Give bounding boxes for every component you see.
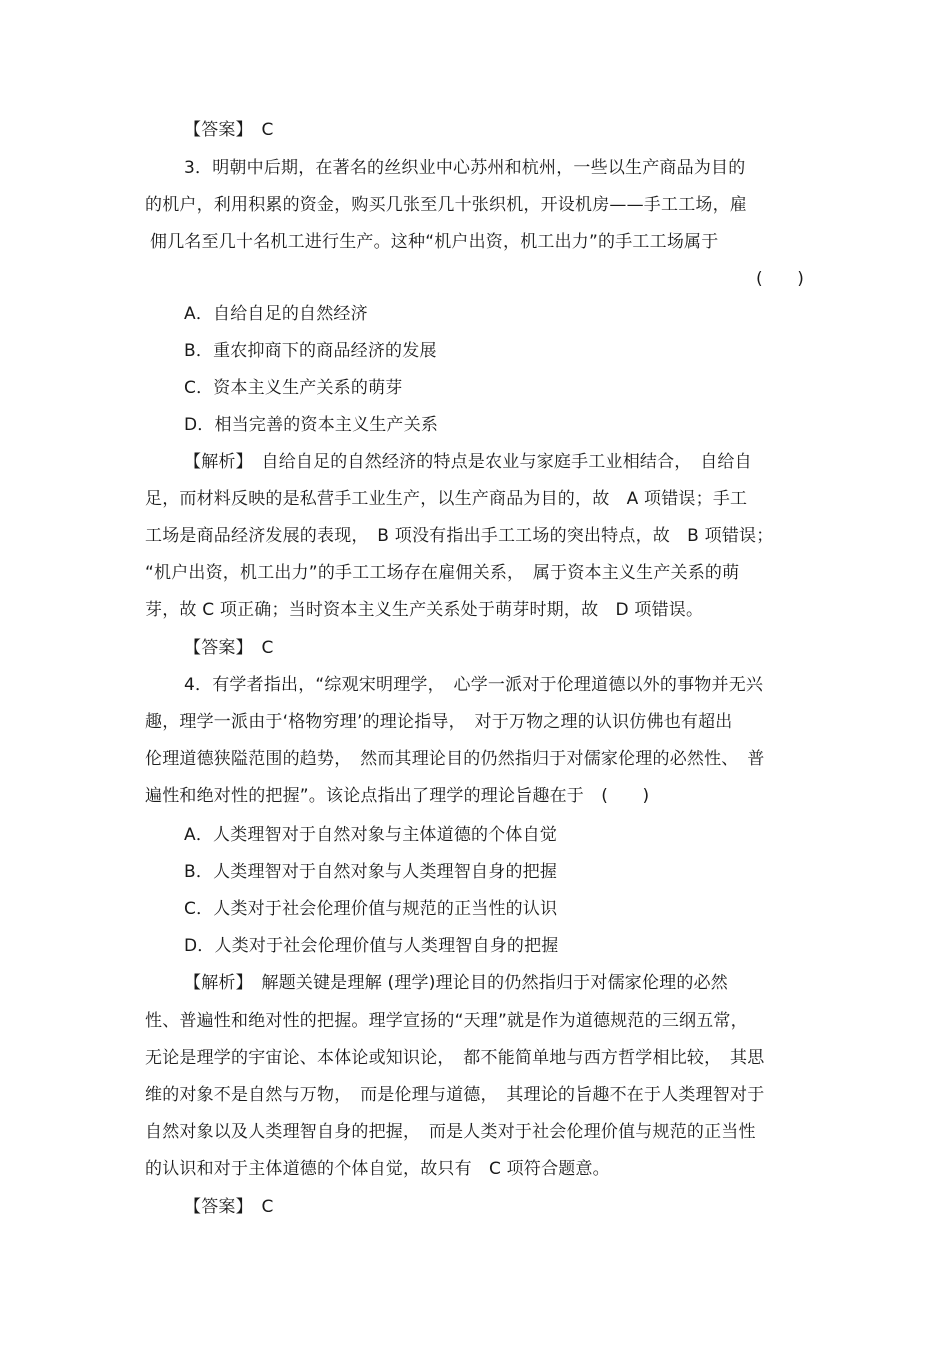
q4-option-d: D．人类对于社会伦理价值与人类理智自身的把握 bbox=[184, 936, 559, 956]
q4-analysis-line-4: 维的对象不是自然与万物， 而是伦理与道德， 其理论的旨趣不在于人类理智对于 bbox=[145, 1085, 765, 1105]
q3-option-c: C．资本主义生产关系的萌芽 bbox=[184, 378, 403, 398]
q2-answer: 【答案】 C bbox=[184, 120, 274, 140]
q4-answer: 【答案】 C bbox=[184, 1197, 274, 1217]
q4-option-b: B．人类理智对于自然对象与人类理智自身的把握 bbox=[184, 862, 558, 882]
q4-stem-line-2: 趣，理学一派由于‘格物穷理’的理论指导， 对于万物之理的认识仿佛也有超出 bbox=[145, 712, 733, 732]
q4-stem-line-4: 遍性和绝对性的把握”。该论点指出了理学的理论旨趣在于 ( ) bbox=[145, 786, 650, 806]
q4-analysis-line-1: 【解析】 解题关键是理解 (理学)理论目的仍然指归于对儒家伦理的必然 bbox=[184, 973, 728, 993]
q4-analysis-line-6: 的认识和对于主体道德的个体自觉，故只有 C 项符合题意。 bbox=[145, 1159, 610, 1179]
q3-analysis-line-4: “机户出资，机工出力”的手工工场存在雇佣关系， 属于资本主义生产关系的萌 bbox=[145, 563, 740, 583]
q3-analysis-line-2: 足，而材料反映的是私营手工业生产，以生产商品为目的，故 A 项错误；手工 bbox=[145, 489, 748, 509]
q4-stem-line-3: 伦理道德狭隘范围的趋势， 然而其理论目的仍然指归于对儒家伦理的必然性、 普 bbox=[145, 749, 765, 769]
q3-option-a: A．自给自足的自然经济 bbox=[184, 304, 368, 324]
q4-analysis-line-5: 自然对象以及人类理智自身的把握， 而是人类对于社会伦理价值与规范的正当性 bbox=[145, 1122, 756, 1142]
q3-stem-line-3: 佣几名至几十名机工进行生产。这种“机户出资，机工出力”的手工工场属于 bbox=[150, 232, 719, 252]
q4-stem-line-1: 4．有学者指出，“综观宋明理学， 心学一派对于伦理道德以外的事物并无兴 bbox=[184, 675, 764, 695]
q3-analysis-line-3: 工场是商品经济发展的表现， B 项没有指出手工工场的突出特点，故 B 项错误； bbox=[145, 526, 774, 546]
q3-stem-line-1: 3．明朝中后期，在著名的丝织业中心苏州和杭州，一些以生产商品为目的 bbox=[184, 158, 746, 178]
q3-analysis-line-5: 芽，故 C 项正确；当时资本主义生产关系处于萌芽时期，故 D 项错误。 bbox=[145, 600, 704, 620]
q4-analysis-line-3: 无论是理学的宇宙论、本体论或知识论， 都不能简单地与西方哲学相比较， 其思 bbox=[145, 1048, 765, 1068]
q3-option-d: D．相当完善的资本主义生产关系 bbox=[184, 415, 439, 435]
q4-option-c: C．人类对于社会伦理价值与规范的正当性的认识 bbox=[184, 899, 558, 919]
q3-answer: 【答案】 C bbox=[184, 638, 274, 658]
q4-analysis-line-2: 性、普遍性和绝对性的把握。理学宣扬的“天理”就是作为道德规范的三纲五常， bbox=[145, 1011, 748, 1031]
q4-option-a: A．人类理智对于自然对象与主体道德的个体自觉 bbox=[184, 825, 558, 845]
q3-stem-line-2: 的机户，利用积累的资金，购买几张至几十张织机，开设机房——手工工场，雇 bbox=[145, 195, 747, 215]
q3-option-b: B．重农抑商下的商品经济的发展 bbox=[184, 341, 437, 361]
q3-analysis-line-1: 【解析】 自给自足的自然经济的特点是农业与家庭手工业相结合， 自给自 bbox=[184, 452, 752, 472]
q3-answer-blank: ( ) bbox=[756, 269, 805, 289]
